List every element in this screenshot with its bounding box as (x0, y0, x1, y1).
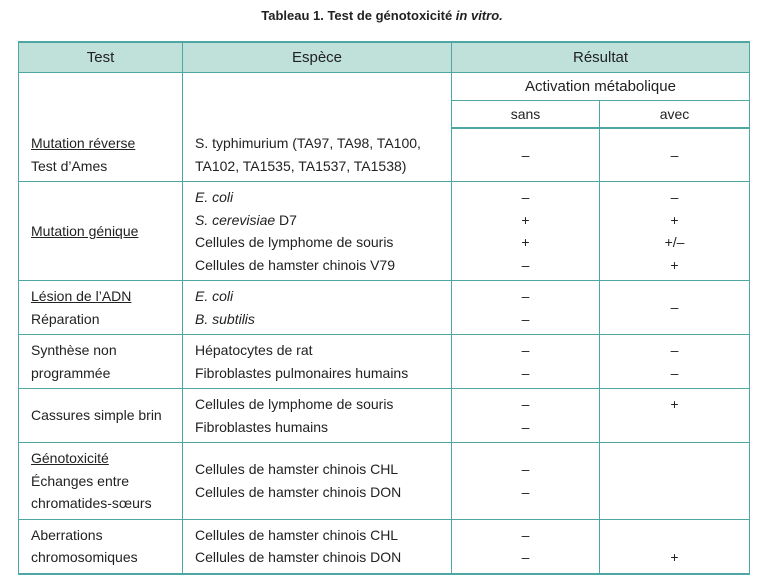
cell-sans (452, 519, 600, 574)
table-row (19, 519, 750, 574)
avec-value: – (670, 342, 679, 358)
sans-value: – (521, 146, 530, 163)
sans-value: – (521, 288, 530, 304)
test-line: programmée (31, 364, 111, 381)
header-activation: Activation métabolique (452, 73, 750, 101)
avec-value: – (670, 146, 679, 163)
cell-avec (600, 281, 750, 335)
header-espece-blank (183, 73, 452, 129)
sans-value: + (521, 211, 530, 228)
espece-line: Fibroblastes pulmonaires humains (195, 364, 409, 381)
cell-test (19, 182, 183, 281)
espece-line: E. coli (195, 288, 234, 304)
cell-espece (183, 443, 452, 520)
table-row (19, 335, 750, 389)
cell-test (19, 281, 183, 335)
sans-value: – (521, 396, 530, 412)
cell-avec (600, 182, 750, 281)
cell-espece (183, 281, 452, 335)
avec-value: + (670, 211, 679, 228)
espece-line: Cellules de hamster chinois CHL (195, 526, 399, 543)
header-test: Test (19, 42, 183, 73)
sans-value: – (521, 483, 530, 500)
avec-value: + (670, 256, 679, 273)
test-line: chromosomiques (31, 549, 138, 565)
test-line: Réparation (31, 310, 100, 327)
sans-value: + (521, 234, 530, 250)
sans-value: – (521, 461, 530, 478)
header-espece: Espèce (183, 42, 452, 73)
sans-value: – (521, 364, 530, 381)
espece-line: Cellules de hamster chinois CHL (195, 461, 399, 478)
espece-line: S. cerevisiae D7 (195, 211, 297, 228)
sans-value: – (521, 342, 530, 358)
avec-value (600, 416, 749, 439)
test-line: Cassures simple brin (31, 407, 162, 424)
espece-line: Fibroblastes humains (195, 418, 329, 435)
cell-avec (600, 335, 750, 389)
table-row (19, 182, 750, 281)
cell-espece (183, 389, 452, 443)
cell-test (19, 519, 183, 574)
cell-avec (600, 519, 750, 574)
espece-line: Cellules de lymphome de souris (195, 234, 394, 250)
cell-avec (600, 389, 750, 443)
caption-prefix: Tableau 1. Test de génotoxicité (261, 8, 456, 23)
header-test-blank (19, 73, 183, 129)
avec-value: – (670, 299, 679, 316)
cell-avec (600, 128, 750, 182)
cell-test (19, 389, 183, 443)
cell-espece (183, 182, 452, 281)
cell-sans (452, 182, 600, 281)
table-row (19, 128, 750, 182)
cell-sans (452, 443, 600, 520)
table-row (19, 389, 750, 443)
caption-italic: in vitro. (455, 8, 503, 23)
espece-line: E. coli (195, 189, 234, 205)
sans-value: – (521, 418, 530, 435)
cell-sans (452, 335, 600, 389)
espece-line: Cellules de hamster chinois DON (195, 483, 402, 500)
cell-sans (452, 389, 600, 443)
cell-test (19, 128, 183, 182)
test-line: Synthèse non (31, 342, 117, 358)
espece-line: Hépatocytes de rat (195, 342, 313, 358)
sans-value: – (521, 526, 530, 543)
sans-value: – (521, 310, 530, 327)
cell-sans (452, 281, 600, 335)
test-line: Mutation génique (31, 222, 139, 239)
cell-espece (183, 128, 452, 182)
test-line: Test d’Ames (31, 157, 108, 174)
test-line: chromatides-sœurs (31, 495, 152, 511)
cell-sans (452, 128, 600, 182)
sans-value: – (521, 549, 530, 565)
header-resultat: Résultat (452, 42, 750, 73)
table-row (19, 443, 750, 520)
avec-value: + (670, 396, 679, 412)
sans-value: – (521, 189, 530, 205)
espece-line: TA102, TA1535, TA1537, TA1538) (195, 157, 407, 174)
espece-line: S. typhimurium (TA97, TA98, TA100, (195, 135, 421, 151)
header-avec: avec (600, 101, 750, 129)
cell-test (19, 443, 183, 520)
espece-line: Cellules de lymphome de souris (195, 396, 394, 412)
cell-avec (600, 443, 750, 520)
espece-line: Cellules de hamster chinois DON (195, 549, 402, 565)
avec-value: + (670, 549, 679, 565)
avec-value: +/– (664, 234, 685, 250)
espece-line: B. subtilis (195, 310, 255, 327)
avec-value (600, 524, 749, 547)
test-line: Mutation réverse (31, 135, 136, 151)
sans-value: – (521, 256, 530, 273)
table-body (19, 128, 750, 574)
table-caption (0, 8, 764, 23)
espece-line: Cellules de hamster chinois V79 (195, 256, 395, 273)
cell-espece (183, 335, 452, 389)
cell-test (19, 335, 183, 389)
table-row (19, 281, 750, 335)
test-line: Génotoxicité (31, 450, 109, 466)
avec-value: – (670, 189, 679, 205)
avec-value: – (670, 364, 679, 381)
test-line: Échanges entre (31, 472, 130, 489)
test-line: Aberrations (31, 526, 103, 543)
cell-espece (183, 519, 452, 574)
genotoxicity-table (18, 41, 750, 575)
header-sans: sans (452, 101, 600, 129)
test-line: Lésion de l’ADN (31, 288, 132, 304)
